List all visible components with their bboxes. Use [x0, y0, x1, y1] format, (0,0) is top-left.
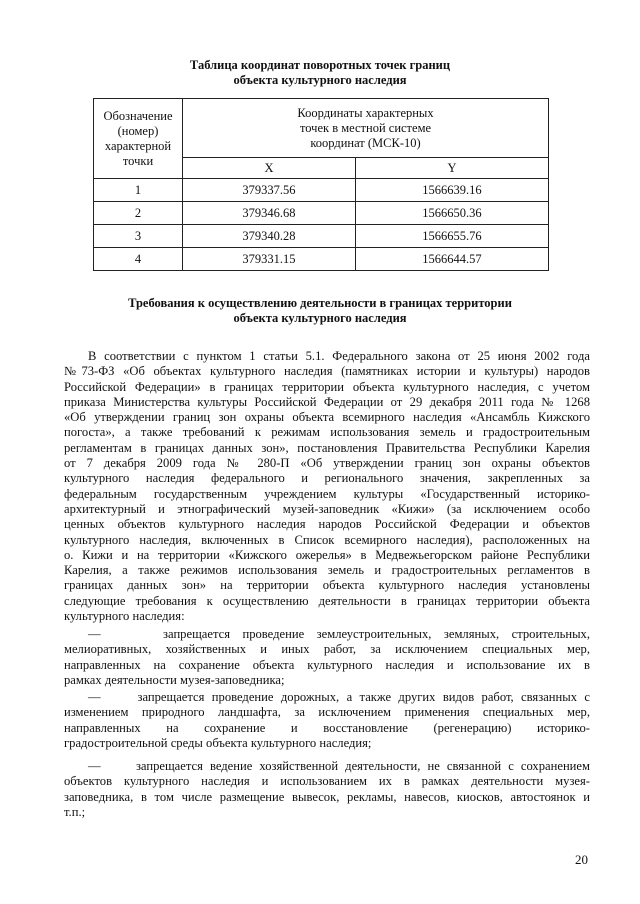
table-title-line-1: Таблица координат поворотных точек границ — [189, 58, 451, 72]
paragraph-line: Карелия, а также режимов использования земель и градостроительных регламентов в — [64, 563, 590, 578]
bullet-item-3 — [64, 759, 590, 820]
bullet-first-line — [64, 759, 590, 774]
bullet-line: т.п.; — [64, 804, 86, 819]
bullet-line: заповедника, в том числе размещение вывесок, рекламы, навесов, киосков, автостоянок и — [64, 789, 590, 804]
bullet-text: запрещается проведение землеустроительных, земляных, строительных, — [163, 627, 590, 641]
point-number: 4 — [94, 248, 183, 271]
section-title — [0, 296, 640, 326]
y-value: 1566650.36 — [355, 202, 548, 225]
dash-marker: — — [88, 627, 101, 641]
coordinates-group-header: Координаты характерных точек в местной системе координат (МСК-10) — [183, 99, 549, 158]
table-row — [94, 225, 549, 248]
x-value: 379346.68 — [183, 202, 356, 225]
x-column-header: X — [183, 158, 356, 179]
paragraph-line: В соответствии с пунктом 1 статьи 5.1. Федерального закона от 25 июня 2002 года — [88, 349, 590, 363]
bullet-line: объектов культурного наследия и использованием их в рамках деятельности музея- — [64, 774, 590, 789]
table-title — [0, 58, 640, 88]
point-number: 3 — [94, 225, 183, 248]
paragraph-line: регламентам в границах данных зон», постановления Правительства Республики Карелия — [64, 440, 590, 455]
paragraph-line: «Об утверждении границ зон охраны объекта всемирного наследия «Ансамбль Кижского — [64, 410, 590, 425]
table-title-line-2: объекта культурного наследия — [233, 73, 407, 87]
bullet-line: направленных на сохранение объекта культурного наследия и использование их в — [64, 657, 590, 672]
coordinates-table — [93, 98, 549, 271]
paragraph-line: о. Кижи и на территории «Кижского ожерелья» в Медвежьегорском районе Республики — [64, 547, 590, 562]
y-value: 1566644.57 — [355, 248, 548, 271]
paragraph-line: от 7 декабря 2009 года № 280-П «Об утверждении границ зон охраны объектов — [64, 456, 590, 471]
paragraph-line: культурного наследия федерального и регионального значения, закрепленных за — [64, 471, 590, 486]
point-number: 1 — [94, 179, 183, 202]
paragraph-line: ценных объектов культурного наследия народов Российской Федерации и объектов — [64, 517, 590, 532]
section-title-line-1: Требования к осуществлению деятельности в границах территории — [128, 296, 512, 310]
paragraph-line: федеральным государственным учреждением культуры «Государственный историко- — [64, 486, 590, 501]
bullet-line: градостроительной среды объекта культурного наследия; — [64, 735, 372, 750]
bullet-item-2 — [64, 690, 590, 751]
bullet-item-1 — [64, 627, 590, 688]
paragraph-line: погоста», а также требований к режимам использования земель и градостроительным — [64, 425, 590, 440]
x-value: 379337.56 — [183, 179, 356, 202]
paragraph-line: №73-ФЗ «Об объектах культурного наследия (памятниках истории и культуры) народов — [64, 364, 590, 379]
x-value: 379340.28 — [183, 225, 356, 248]
paragraph-line: Российской Федерации» в границах территории объекта культурного наследия, с учетом — [64, 379, 590, 394]
paragraph-line: культурного наследия, включенных в Список всемирного наследия), расположенных на — [64, 532, 590, 547]
y-value: 1566639.16 — [355, 179, 548, 202]
bullet-text: запрещается ведение хозяйственной деятельности, не связанной с сохранением — [135, 759, 590, 773]
bullet-text: запрещается проведение дорожных, а также других видов работ, связанных с — [137, 690, 590, 704]
table-row — [94, 248, 549, 271]
section-title-line-2: объекта культурного наследия — [233, 311, 407, 325]
point-designation-header: Обозначение (номер) характерной точки — [94, 99, 183, 179]
bullet-line: изменением природного ландшафта, за исключением применения специальных мер, — [64, 705, 590, 720]
dash-marker: — — [88, 690, 101, 704]
paragraph-line: архитектурный и этнографический музей-заповедник «Кижи» (за исключением особо — [64, 501, 590, 516]
bullet-line: рамках деятельности музея-заповедника; — [64, 672, 285, 687]
paragraph-line: культурного наследия: — [64, 609, 185, 624]
paragraph-line: границах данных зон» на территории объекта культурного наследия установлены — [64, 578, 590, 593]
requirements-paragraph — [64, 349, 590, 624]
bullet-line: мелиоративных, хозяйственных и иных работ, за исключением специальных мер, — [64, 642, 590, 657]
bullet-line: направленных на сохранение и восстановление (регенерацию) историко- — [64, 720, 590, 735]
paragraph-line: приказа Министерства культуры Российской Федерации от 29 декабря 2011 года № 1268 — [64, 394, 590, 409]
paragraph-line: следующие требования к осуществлению деятельности в границах территории объекта — [64, 593, 590, 608]
point-number: 2 — [94, 202, 183, 225]
bullet-first-line — [64, 690, 590, 705]
table-row — [94, 179, 549, 202]
table-row — [94, 202, 549, 225]
y-column-header: Y — [355, 158, 548, 179]
dash-marker: — — [88, 759, 101, 773]
y-value: 1566655.76 — [355, 225, 548, 248]
x-value: 379331.15 — [183, 248, 356, 271]
page-number: 20 — [575, 852, 588, 867]
bullet-first-line — [64, 627, 590, 642]
